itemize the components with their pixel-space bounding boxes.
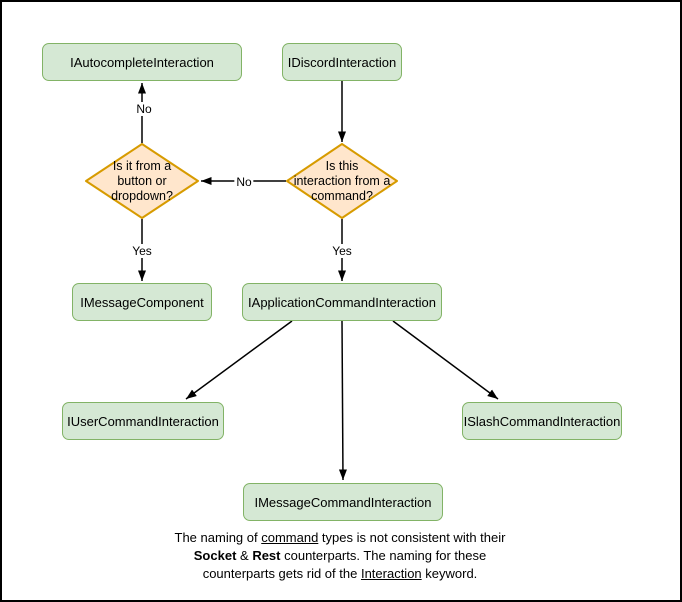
caption-note	[85, 529, 595, 583]
caption-underlined-interaction: Interaction	[360, 566, 422, 581]
decision-from-command-label	[287, 144, 397, 218]
node-application-command-interaction: IApplicationCommandInteraction	[242, 283, 442, 321]
decision-line: Is this	[325, 158, 359, 173]
edge-application-command-to-slash-command	[393, 321, 498, 399]
decision-line: dropdown?	[111, 188, 173, 203]
decision-line: Is it from a	[112, 158, 172, 173]
edge-application-command-to-user-command	[186, 321, 292, 399]
node-message-component: IMessageComponent	[72, 283, 212, 321]
edge-label-yes-message-component: Yes	[132, 244, 152, 258]
decision-button-dropdown-label	[86, 144, 198, 218]
node-slash-command-interaction: ISlashCommandInteraction	[462, 402, 622, 440]
caption-line-3: counterparts gets rid of the Interaction keyword.	[202, 566, 478, 581]
decision-line: interaction from a	[293, 173, 391, 188]
node-discord-interaction: IDiscordInteraction	[282, 43, 402, 81]
edge-label-no-autocomplete: No	[136, 102, 152, 116]
node-message-command-interaction: IMessageCommandInteraction	[243, 483, 443, 521]
edge-label-yes-application-command: Yes	[332, 244, 352, 258]
caption-line-2: Socket & Rest counterparts. The naming for these	[193, 548, 487, 563]
edge-label-no-button-dropdown: No	[236, 175, 252, 189]
caption-line-1: The naming of command types is not consistent with their	[174, 530, 506, 545]
decision-line: button or	[117, 173, 167, 188]
node-user-command-interaction: IUserCommandInteraction	[62, 402, 224, 440]
node-autocomplete-interaction: IAutocompleteInteraction	[42, 43, 242, 81]
caption-bold-rest: Rest	[252, 548, 281, 563]
caption-bold-socket: Socket	[193, 548, 237, 563]
decision-line: command?	[311, 188, 373, 203]
caption-underlined-command: command	[261, 530, 319, 545]
edge-application-command-to-message-command	[342, 321, 343, 480]
